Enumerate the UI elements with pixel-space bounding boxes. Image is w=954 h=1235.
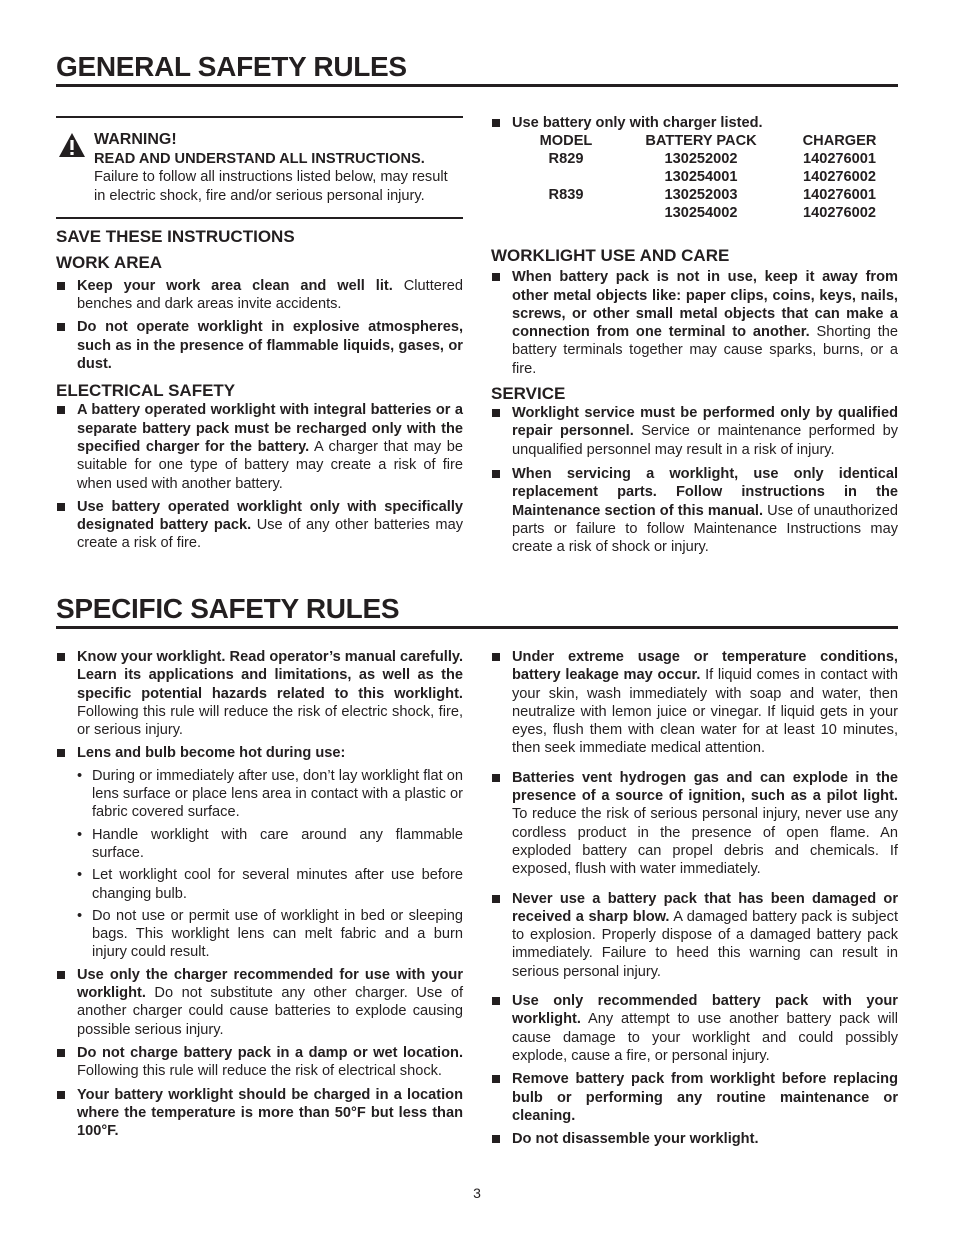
table-cell: 140276002 (802, 205, 877, 222)
service-heading: SERVICE (491, 384, 566, 404)
warning-title: WARNING! (94, 131, 177, 148)
warning-text: Failure to follow all instructions listed below, may result in electric shock, fire and/or serious personal injury. (94, 169, 448, 204)
table-cell: 130254002 (664, 205, 738, 222)
list-item: Use only recommended battery pack with your worklight. Any attempt to use another battery pack will cause damage to your worklight and could possibly explode, cause a fire, or personal injury. (491, 992, 898, 1065)
table-cell: R839 (548, 187, 584, 204)
list-item: Under extreme usage or temperature conditions, battery leakage may occur. If liquid comes in contact with your skin, wash immediately with soap and water, then neutralize with lemon juice or vinegar. If liquid gets in your eyes, flush them with clean water for at least 10 minutes, then seek immediate medical attention. (491, 648, 898, 758)
table-cell: 130254001 (664, 169, 738, 186)
table-row (511, 204, 898, 222)
table-cell: 130252002 (664, 151, 738, 168)
table-row (511, 186, 898, 204)
service-list (491, 404, 898, 556)
bullet-item: • Do not use or permit use of worklight in bed or sleeping bags. This worklight lens can melt fabric and a burn injury could result. (56, 907, 463, 962)
list-item: Batteries vent hydrogen gas and can explode in the presence of a source of ignition, such as a pilot light. To reduce the risk of serious personal injury, never use any cordless product in the presence of open flame. An exploded battery can propel debris and chemicals. If exposed, flush with water immediately. (491, 769, 898, 879)
list-item: Use only the charger recommended for use with your worklight. Do not substitute any other charger. Use of another charger could cause batteries to explode causing possible serious injury. (56, 966, 463, 1039)
electrical-safety-list (56, 401, 463, 552)
specific-left-list (56, 648, 463, 1140)
table-cell: 140276002 (802, 169, 877, 186)
lens-bullet-list (56, 767, 463, 962)
specific-safety-title: SPECIFIC SAFETY RULES (56, 594, 898, 629)
list-item: When servicing a worklight, use only identical replacement parts. Follow instructions in the Maintenance section of this manual. Use of unauthorized parts or failure to follow Maintenance Instructions may create a risk of shock or injury. (491, 465, 898, 556)
table-cell (511, 204, 621, 222)
save-instructions-heading: SAVE THESE INSTRUCTIONS (56, 226, 295, 246)
list-item: When battery pack is not in use, keep it away from other metal objects like: paper clips, coins, keys, nails, screws, or other small metal objects that can make a connection from one terminal to another. Shorting the battery terminals together may cause sparks, burns, or a fire. (491, 268, 898, 378)
table-header: MODEL (539, 133, 593, 150)
table-row (511, 150, 898, 168)
worklight-use-list (491, 268, 898, 378)
list-item: Do not charge battery pack in a damp or wet location. Following this rule will reduce the risk of electrical shock. (56, 1044, 463, 1081)
warning-heading: READ AND UNDERSTAND ALL INSTRUCTIONS. (94, 151, 425, 167)
warning-triangle-icon (58, 132, 86, 158)
list-item: Remove battery pack from worklight before replacing bulb or performing any routine maintenance or cleaning. (491, 1070, 898, 1125)
electrical-safety-heading: ELECTRICAL SAFETY (56, 381, 236, 401)
list-item: A battery operated worklight with integral batteries or a separate battery pack must be recharged only with the specified charger for the battery. A charger that may be suitable for one type of battery may create a risk of fire when used with another battery. (56, 401, 463, 492)
table-row (511, 168, 898, 186)
battery-note: Use battery only with charger listed. (491, 114, 898, 132)
table-header: CHARGER (802, 133, 877, 150)
table-header-row (511, 132, 898, 150)
list-item: Never use a battery pack that has been damaged or received a sharp blow. A damaged battery pack is subject to explosion. Properly dispose of a damaged battery pack immediately. Failure to heed this warning can result in serious personal injury. (491, 890, 898, 981)
list-item: Keep your work area clean and well lit. Cluttered benches and dark areas invite accidents. (56, 277, 463, 314)
specific-right-list (491, 648, 898, 1148)
specific-left-column (56, 648, 463, 1140)
table-cell (511, 168, 621, 186)
battery-note-list (491, 114, 898, 132)
general-left-column (56, 116, 463, 553)
general-safety-title: GENERAL SAFETY RULES (56, 52, 898, 87)
bullet-item: • Handle worklight with care around any flammable surface. (56, 826, 463, 863)
bullet-item: • Let worklight cool for several minutes after use before changing bulb. (56, 866, 463, 903)
list-item: Use battery operated worklight only with specifically designated battery pack. Use of any other batteries may create a risk of fire. (56, 498, 463, 553)
table-cell: 130252003 (664, 187, 738, 204)
bullet-item: • During or immediately after use, don’t lay worklight flat on lens surface or place lens area in contact with a plastic or fabric covered surface. (56, 767, 463, 822)
list-item: Your battery worklight should be charged in a location where the temperature is more than 50°F but less than 100°F. (56, 1086, 463, 1141)
list-item: Know your worklight. Read operator’s manual carefully. Learn its applications and limitations, as well as the specific potential hazards related to this worklight. Following this rule will reduce the risk of electric shock, fire, or serious injury. (56, 648, 463, 739)
table-header: BATTERY PACK (645, 133, 757, 150)
warning-block (56, 118, 463, 217)
battery-charger-table (511, 132, 898, 222)
list-item: Do not disassemble your worklight. (491, 1130, 898, 1148)
page-number: 3 (473, 1185, 481, 1201)
table-cell: R829 (548, 151, 584, 168)
table-cell: 140276001 (802, 187, 877, 204)
work-area-heading: WORK AREA (56, 252, 163, 272)
worklight-use-heading: WORKLIGHT USE AND CARE (491, 246, 730, 266)
warning-bottom-rule (56, 217, 463, 219)
work-area-list (56, 277, 463, 373)
list-item: Worklight service must be performed only by qualified repair personnel. Service or maintenance performed by unqualified personnel may result in a risk of injury. (491, 404, 898, 459)
general-right-column (491, 114, 898, 556)
table-cell: 140276001 (802, 151, 877, 168)
specific-right-column (491, 648, 898, 1148)
list-item: Lens and bulb become hot during use: • During or immediately after use, don’t lay worklight flat on lens surface or place lens area in contact with a plastic or fabric covered surface. • Handle worklight with care around any flammable surface. • Let worklight cool for several minutes after use before changing bulb. • Do not use or permit use of worklight in bed or sleeping bags. This worklight lens can melt fabric and a burn injury could result. (56, 744, 463, 961)
list-item: Do not operate worklight in explosive atmospheres, such as in the presence of flammable liquids, gases, or dust. (56, 318, 463, 373)
